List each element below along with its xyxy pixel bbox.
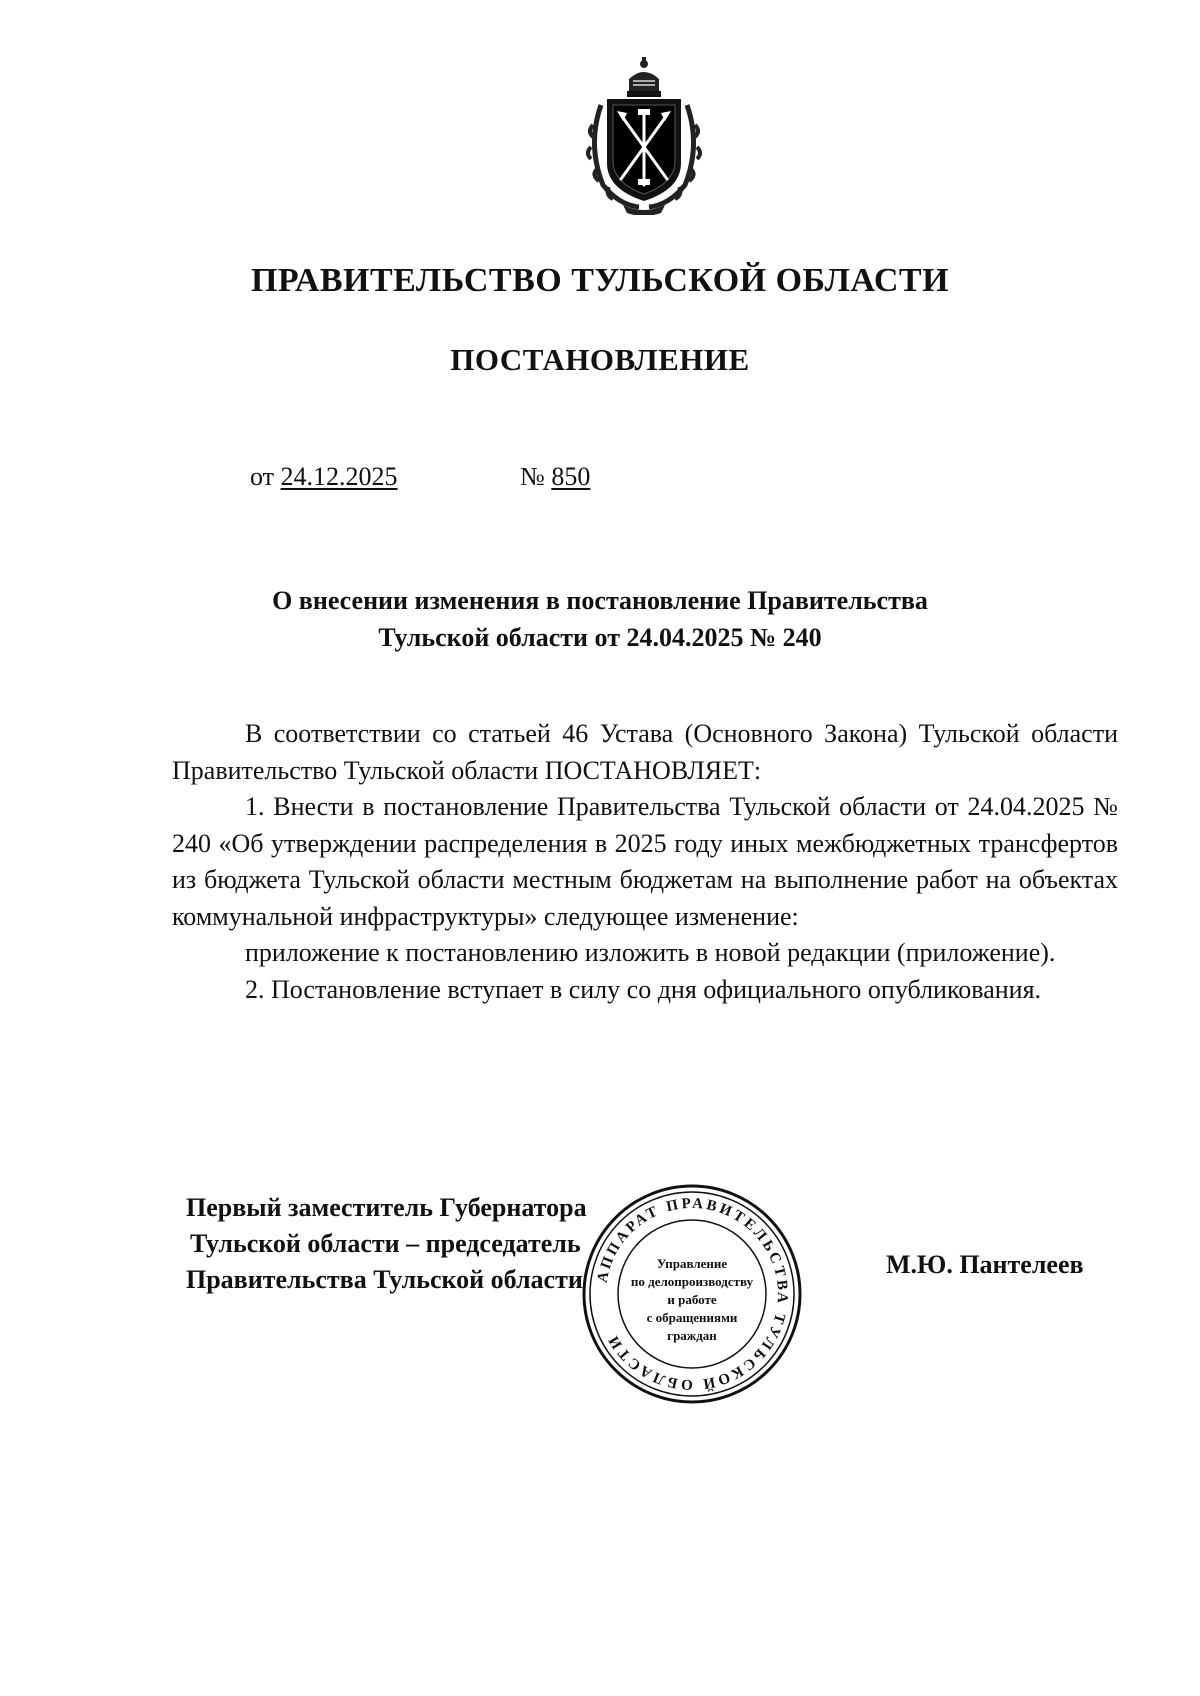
signatory-position [186, 1190, 587, 1298]
official-stamp-icon [580, 1182, 804, 1406]
stamp-center-line-4: с обращениями [646, 1310, 738, 1325]
stamp-ring-text: АППАРАТ ПРАВИТЕЛЬСТВА ТУЛЬСКОЙ ОБЛАСТИ [594, 1195, 791, 1393]
position-line-3: Правительства Тульской области [186, 1265, 583, 1294]
item-2-paragraph: 2. Постановление вступает в силу со дня официального опубликования. [245, 974, 1042, 1004]
document-number-block [520, 462, 590, 492]
document-subject [0, 582, 1200, 656]
subject-line-2: Тульской области от 24.04.2025 № 240 [378, 623, 822, 652]
document-date: 24.12.2025 [280, 462, 398, 491]
item-1-change-paragraph: приложение к постановлению изложить в новой редакции (приложение). [245, 938, 1056, 967]
document-type-title: ПОСТАНОВЛЕНИЕ [450, 342, 750, 377]
subject-line-1: О внесении изменения в постановление Правительства [272, 586, 928, 615]
stamp-center-line-3: и работе [667, 1292, 717, 1307]
position-line-2: Тульской области – председатель [190, 1229, 581, 1258]
stamp-center-line-1: Управление [656, 1256, 728, 1271]
document-date-number-line [250, 462, 591, 492]
date-prefix: от [250, 462, 281, 491]
stamp-center-line-5: граждан [667, 1328, 717, 1343]
position-line-1: Первый заместитель Губернатора [186, 1193, 587, 1222]
document-body [172, 716, 1118, 1008]
item-1-paragraph: 1. Внести в постановление Правительства Тульской области от 24.04.2025 № 240 «Об утверждении распределения в 2025 году иных межбюджетных трансфертов из бюджета Тульской области местным бюджетам на выполнение работ на объектах коммунальной инфраструктуры» следующее изменение: [172, 792, 1118, 931]
number-prefix: № [520, 462, 552, 491]
stamp-center-line-2: по делопроизводству [630, 1274, 754, 1289]
preamble-paragraph: В соответствии со статьей 46 Устава (Основного Закона) Тульской области Правительство Тульской области ПОСТАНОВЛЯЕТ: [172, 719, 1118, 785]
tula-coat-of-arms-icon [583, 55, 705, 215]
organization-title: ПРАВИТЕЛЬСТВО ТУЛЬСКОЙ ОБЛАСТИ [250, 262, 950, 299]
document-number: 850 [551, 462, 591, 491]
signatory-name: М.Ю. Пантелеев [886, 1250, 1084, 1279]
